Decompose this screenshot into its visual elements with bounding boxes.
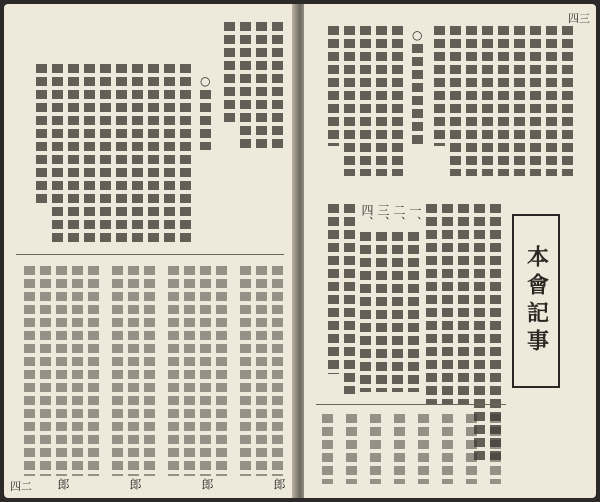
page-number: 四三 bbox=[568, 12, 590, 25]
text-column bbox=[458, 204, 469, 404]
text-column bbox=[450, 26, 461, 176]
text-column bbox=[36, 64, 47, 204]
text-column bbox=[346, 414, 357, 484]
text-column bbox=[328, 204, 339, 374]
text-column bbox=[360, 232, 371, 392]
text-column bbox=[514, 26, 525, 176]
text-column bbox=[442, 414, 453, 484]
text-column bbox=[376, 232, 387, 392]
text-column bbox=[184, 266, 195, 476]
text-column bbox=[180, 64, 191, 244]
text-column bbox=[360, 26, 371, 176]
text-column bbox=[412, 44, 423, 144]
text-column bbox=[148, 64, 159, 244]
text-column bbox=[168, 266, 179, 476]
text-column bbox=[116, 64, 127, 244]
section-marker: ○ bbox=[412, 28, 423, 42]
text-column bbox=[482, 26, 493, 176]
text-column bbox=[344, 204, 355, 394]
left-page bbox=[4, 4, 296, 498]
divider bbox=[316, 404, 506, 405]
text-column bbox=[68, 64, 79, 244]
text-column bbox=[224, 22, 235, 122]
text-column bbox=[328, 26, 339, 146]
text-column bbox=[490, 414, 501, 484]
text-column bbox=[200, 266, 211, 476]
text-column bbox=[112, 266, 123, 476]
text-column bbox=[466, 414, 477, 484]
text-column bbox=[434, 26, 445, 146]
name-ending: 郎 bbox=[200, 478, 214, 490]
text-column bbox=[164, 64, 175, 244]
text-column bbox=[72, 266, 83, 476]
text-column bbox=[546, 26, 557, 176]
text-column bbox=[466, 26, 477, 176]
text-column bbox=[40, 266, 51, 476]
text-column bbox=[392, 26, 403, 176]
list-marker: 四、 bbox=[360, 204, 374, 228]
section-heading-box bbox=[512, 214, 560, 388]
text-column bbox=[132, 64, 143, 244]
text-column bbox=[100, 64, 111, 244]
text-column bbox=[240, 22, 251, 152]
text-column bbox=[200, 90, 211, 150]
text-column bbox=[84, 64, 95, 244]
section-heading: 本會記事 bbox=[523, 245, 550, 357]
divider bbox=[16, 254, 284, 255]
page-number: 四二 bbox=[10, 480, 32, 493]
name-ending: 郎 bbox=[56, 478, 70, 490]
text-column bbox=[408, 232, 419, 392]
text-column bbox=[392, 232, 403, 392]
text-column bbox=[144, 266, 155, 476]
list-marker: 二、 bbox=[392, 204, 406, 228]
text-column bbox=[128, 266, 139, 476]
text-column bbox=[256, 22, 267, 152]
text-column bbox=[376, 26, 387, 176]
text-column bbox=[52, 64, 63, 244]
text-column bbox=[418, 414, 429, 484]
right-page bbox=[304, 4, 596, 498]
list-marker: 一、 bbox=[408, 204, 422, 228]
text-column bbox=[272, 22, 283, 152]
text-column bbox=[56, 266, 67, 476]
list-marker: 三、 bbox=[376, 204, 390, 228]
text-column bbox=[562, 26, 573, 176]
text-column bbox=[272, 266, 283, 476]
text-column bbox=[256, 266, 267, 476]
section-marker: ○ bbox=[200, 74, 211, 88]
name-ending: 郎 bbox=[272, 478, 286, 490]
text-column bbox=[394, 414, 405, 484]
text-column bbox=[370, 414, 381, 484]
text-column bbox=[240, 266, 251, 476]
text-column bbox=[498, 26, 509, 176]
text-column bbox=[216, 266, 227, 476]
text-column bbox=[442, 204, 453, 404]
text-column bbox=[530, 26, 541, 176]
text-column bbox=[88, 266, 99, 476]
text-column bbox=[344, 26, 355, 176]
text-column bbox=[24, 266, 35, 476]
text-column bbox=[426, 204, 437, 404]
name-ending: 郎 bbox=[128, 478, 142, 490]
text-column bbox=[322, 414, 333, 484]
